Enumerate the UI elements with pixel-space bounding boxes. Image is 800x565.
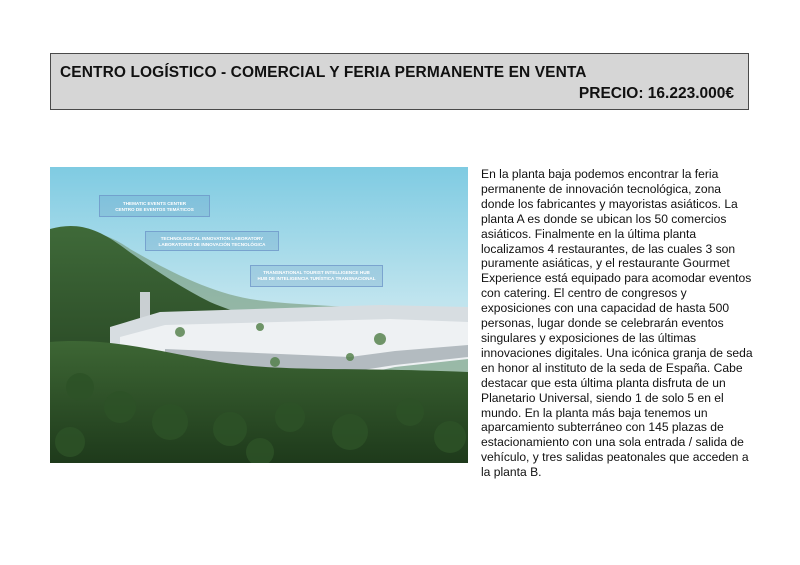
price-label: PRECIO: 16.223.000€ bbox=[578, 85, 734, 102]
label-line-en: TRANSNATIONAL TOURIST INTELLIGENCE HUB bbox=[263, 270, 370, 275]
label-thematic-events-center bbox=[99, 195, 210, 217]
page-title: CENTRO LOGÍSTICO - COMERCIAL Y FERIA PERMANENTE EN VENTA bbox=[60, 64, 587, 81]
label-transnational-tourist-hub bbox=[250, 265, 383, 287]
label-line-en: THEMATIC EVENTS CENTER bbox=[122, 201, 187, 206]
label-line-es: HUB DE INTELIGENCIA TURÍSTICA TRANSNACIONAL bbox=[257, 276, 376, 281]
header-box bbox=[50, 53, 749, 110]
label-line-es: CENTRO DE EVENTOS TEMÁTICOS bbox=[115, 207, 194, 212]
description-text: En la planta baja podemos encontrar la feria permanente de innovación tecnológica, zona donde los fabricantes y mayoristas asiáticos. La planta A es donde se ubican los 50 comercios asiáticos. Finalmente en la última planta localizamos 4 restaurantes, de las cuales 3 son puramente asiáticas, y el restaurante Gourmet Experience está equipado para acomodar eventos con catering. El centro de congresos y exposiciones con una capacidad de hasta 500 personas, lugar donde se celebrarán eventos singulares y exposiciones de las últimas innovaciones digitales. Una icónica granja de seda en honor al instituto de la seda de España. Cabe destacar que esta última planta disfruta de un Planetario Universal, siendo 1 de solo 5 en el mundo. En la planta más baja tenemos un aparcamiento subterráneo con 145 plazas de estacionamiento con una sola entrada / salida de vehículo, y tres salidas peatonales que acceden a la planta B. bbox=[481, 167, 753, 480]
label-line-en: TECHNOLOGICAL INNOVATION LABORATORY bbox=[160, 236, 264, 241]
label-technological-innovation-laboratory bbox=[145, 231, 279, 251]
label-line-es: LABORATORIO DE INNOVACIÓN TECNOLÓGICA bbox=[158, 242, 266, 247]
building-render-image bbox=[50, 167, 468, 463]
